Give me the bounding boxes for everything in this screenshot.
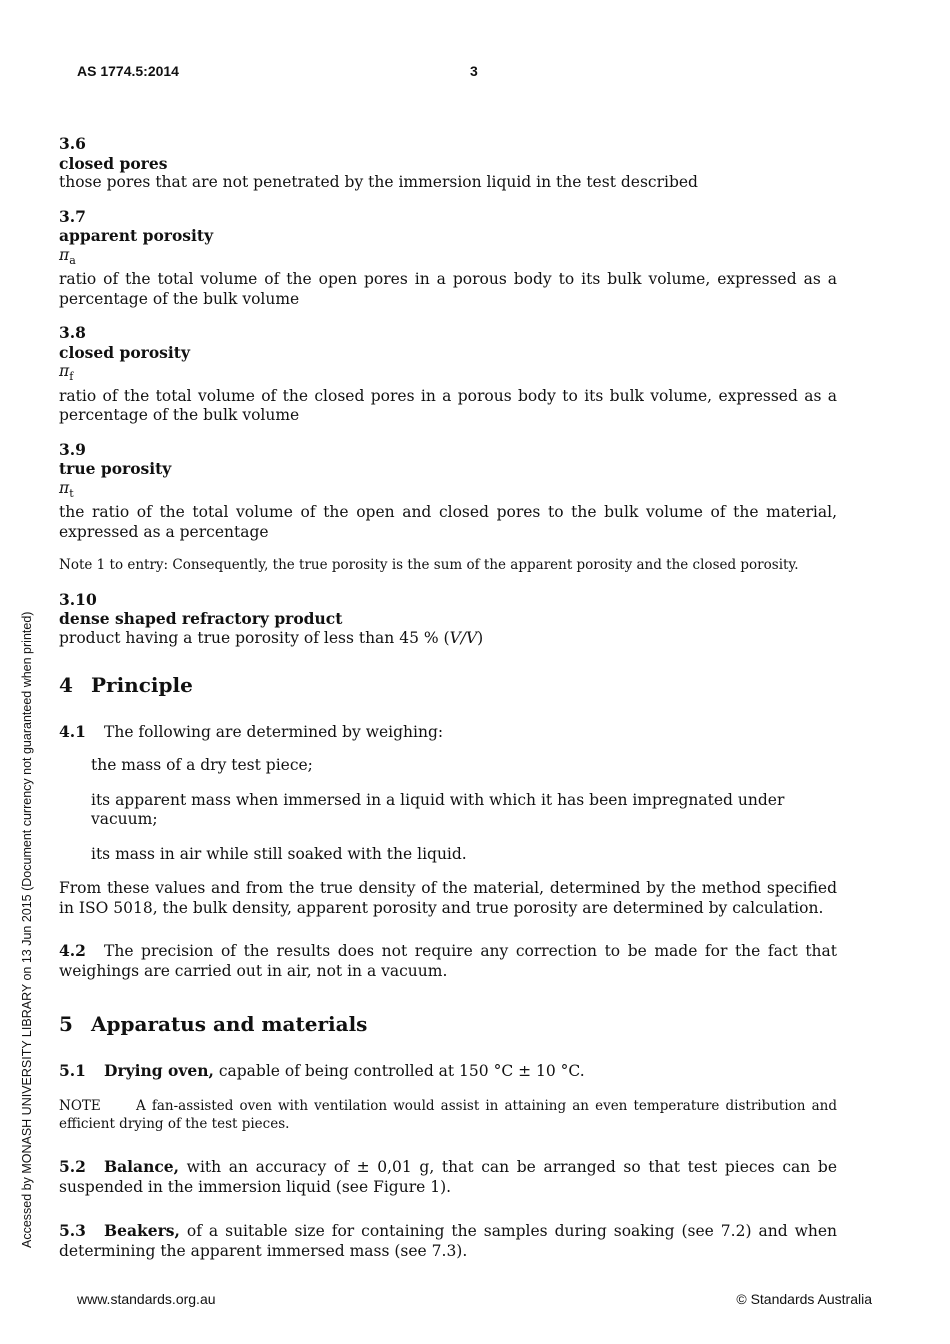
term-symbol: $\pi_t$ (59, 478, 74, 500)
clause-text: with an accuracy of ± 0,01 g, that can be arranged so that test pieces can be suspended in the immersion liquid (see Figure 1). (59, 1158, 837, 1196)
term-3-9 (59, 440, 837, 543)
term-number: 3.8 (59, 323, 86, 343)
clause-5-3 (59, 1221, 837, 1261)
term-3-7 (59, 207, 837, 310)
term-definition: product having a true porosity of less than 45 % (V/V) (59, 628, 484, 647)
term-name: true porosity (59, 459, 172, 479)
term-definition: those pores that are not penetrated by the immersion liquid in the test described (59, 173, 698, 191)
clause-5-2 (59, 1157, 837, 1197)
term-definition: ratio of the total volume of the open pores in a porous body to its bulk volume, expressed as a percentage of the bulk volume (59, 270, 837, 308)
clause-label: Beakers, (104, 1221, 180, 1241)
term-number: 3.7 (59, 206, 86, 226)
term-number: 3.9 (59, 439, 86, 459)
term-note: Note 1 to entry: Consequently, the true porosity is the sum of the apparent porosity and the closed porosity. (59, 557, 799, 574)
header-standard-number: AS 1774.5:2014 (77, 63, 179, 79)
term-definition: the ratio of the total volume of the open and closed pores to the bulk volume of the material, expressed as a percentage (59, 503, 837, 541)
footer-website: www.standards.org.au (77, 1291, 216, 1307)
page-number: 3 (470, 63, 478, 79)
clause-4-1 (59, 722, 837, 743)
clause-4-2 (59, 941, 837, 981)
section-heading-principle: 4 Principle (59, 673, 193, 698)
list-item: its apparent mass when immersed in a liquid with which it has been impregnated under vacuum; (91, 790, 785, 829)
term-number: 3.10 (59, 589, 97, 609)
clause-text: of a suitable size for containing the samples during soaking (see 7.2) and when determining the apparent immersed mass (see 7.3). (59, 1222, 837, 1260)
clause-number: 5.2 (59, 1157, 86, 1177)
term-3-8 (59, 323, 837, 426)
list-item: the mass of a dry test piece; (91, 756, 313, 775)
term-name: closed porosity (59, 342, 190, 362)
term-name: apparent porosity (59, 226, 214, 245)
clause-number: 4.2 (59, 941, 86, 961)
clause-label: Balance, (104, 1157, 180, 1177)
clause-text: capable of being controlled at 150 °C ± 10 °C. (213, 1061, 585, 1080)
term-symbol: $\pi_a$ (59, 245, 76, 267)
term-name: dense shaped refractory product (59, 609, 343, 629)
clause-text: The precision of the results does not require any correction to be made for the fact that weighings are carried out in air, not in a vacuum. (59, 942, 837, 980)
clause-number: 4.1 (59, 721, 86, 741)
term-number: 3.6 (59, 134, 86, 153)
note-text: A fan-assisted oven with ventilation would assist in attaining an even temperature distribution and efficient drying of the test pieces. (59, 1098, 837, 1133)
term-symbol: $\pi_f$ (59, 362, 74, 384)
access-watermark: Accessed by MONASH UNIVERSITY LIBRARY on 13 Jun 2015 (Document currency not guaranteed when printed) (20, 611, 34, 1248)
section-heading-apparatus: 5 Apparatus and materials (59, 1012, 368, 1037)
term-3-10 (59, 590, 837, 649)
note-label: NOTE (59, 1098, 101, 1115)
list-item: its mass in air while still soaked with the liquid. (91, 844, 467, 863)
body-paragraph: From these values and from the true density of the material, determined by the method specified in ISO 5018, the bulk density, apparent porosity and true porosity are determined by calculation. (59, 879, 837, 917)
footer-copyright: © Standards Australia (736, 1291, 872, 1307)
note (59, 1097, 837, 1133)
term-3-6 (59, 134, 837, 193)
clause-5-1 (59, 1061, 837, 1082)
clause-label: Drying oven, (104, 1060, 214, 1080)
term-name: closed pores (59, 153, 168, 173)
clause-number: 5.1 (59, 1060, 86, 1080)
clause-number: 5.3 (59, 1221, 86, 1241)
page-body (59, 134, 837, 1275)
clause-text: The following are determined by weighing: (104, 722, 444, 741)
term-definition: ratio of the total volume of the closed pores in a porous body to its bulk volume, expressed as a percentage of the bulk volume (59, 386, 837, 425)
